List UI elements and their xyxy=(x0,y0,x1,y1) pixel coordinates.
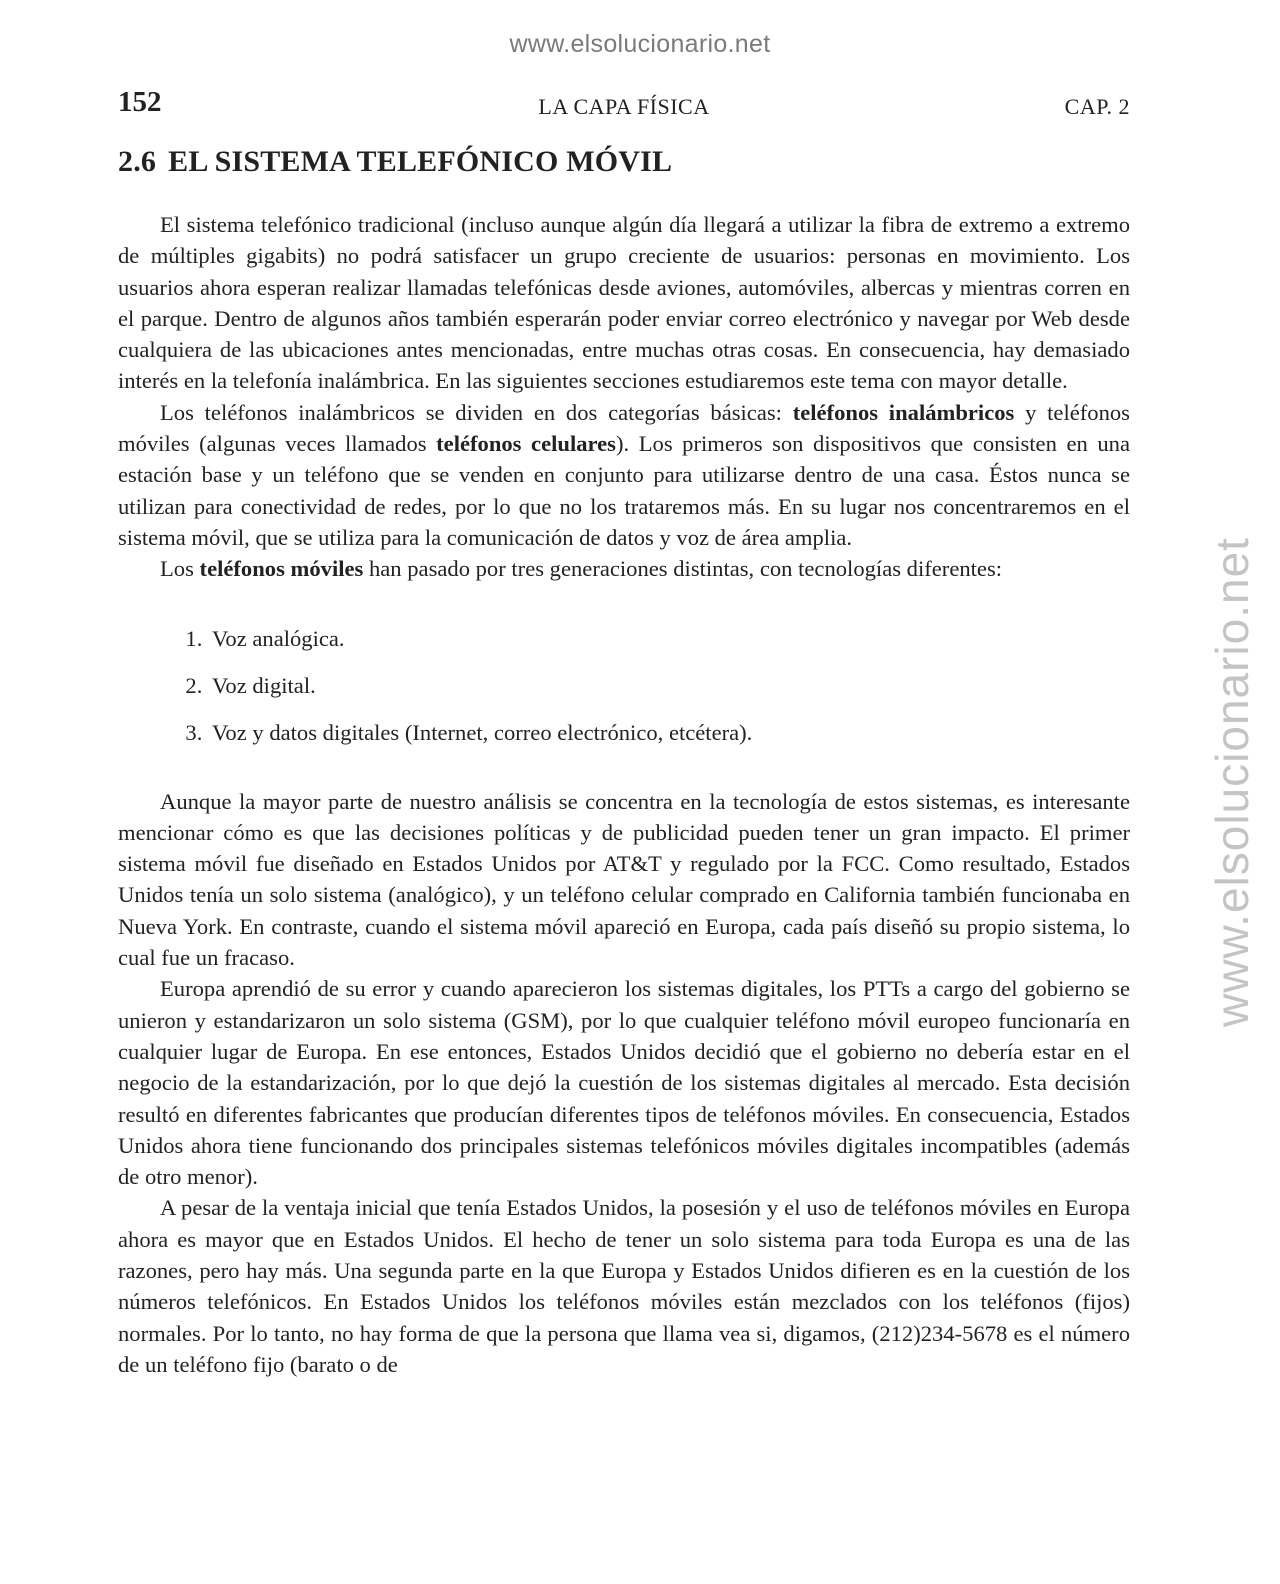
paragraph-intro: El sistema telefónico tradicional (incluso aunque algún día llegará a utilizar la fibra de extremo a extremo de múltiples gigabits) no podrá satisfacer un grupo creciente de usuarios: personas en movimiento. Los usuarios ahora esperan realizar llamadas telefónicas desde aviones, automóviles, albercas y mientras corren en el parque. Dentro de algunos años también esperarán poder enviar correo electrónico y navegar por Web desde cualquiera de las ubicaciones antes mencionadas, entre muchas otras cosas. En consecuencia, hay demasiado interés en la telefonía inalámbrica. En las siguientes secciones estudiaremos este tema con mayor detalle. xyxy=(118,212,1130,394)
term-cellular-phones: teléfonos celulares xyxy=(436,431,616,457)
chapter-ref: CAP. 2 xyxy=(1064,94,1130,119)
list-item: 3. Voz y datos digitales (Internet, correo electrónico, etcétera). xyxy=(208,709,1130,756)
page-number: 152 xyxy=(118,86,162,118)
text-run: y teléfonos móviles (algunas veces llamados xyxy=(118,399,1130,457)
section-number: 2.6 xyxy=(118,145,157,178)
watermark-top: www.elsolucionario.net xyxy=(509,30,771,58)
term-mobile-phones: teléfonos móviles xyxy=(199,556,364,582)
generations-list xyxy=(118,615,1130,756)
watermark-side: www.elsolucionario.net xyxy=(1206,537,1258,1027)
text-run: Los teléfonos inalámbricos se dividen en dos categorías básicas: xyxy=(160,399,793,425)
paragraph-europe-gsm: Europa aprendió de su error y cuando aparecieron los sistemas digitales, los PTTs a cargo del gobierno se unieron y estandarizaron un solo sistema (GSM), por lo que cualquier teléfono móvil europeo funcionaría en cualquier lugar de Europa. En ese entonces, Estados Unidos decidió que el gobierno no debería estar en el negocio de la estandarización, por lo que dejó la cuestión de los sistemas digitales al mercado. Esta decisión resultó en diferentes fabricantes que producían diferentes tipos de teléfonos móviles. En consecuencia, Estados Unidos ahora tiene funcionando dos principales sistemas telefónicos móviles digitales incompatibles (además de otro menor). xyxy=(118,976,1130,1190)
paragraph-categories xyxy=(118,397,1130,553)
paragraph-generations-intro xyxy=(118,553,1130,584)
text-run: ). Los primeros son dispositivos que consisten en una estación base y un teléfono que se venden en conjunto para utilizarse dentro de una casa. Éstos nunca se utilizan para conectividad de redes, por lo que no los trataremos más. En su lugar nos concentraremos en el sistema móvil, que se utiliza para la comunicación de datos y voz de área amplia. xyxy=(118,431,1130,550)
chapter-title: LA CAPA FÍSICA xyxy=(538,94,710,119)
list-item: 1. Voz analógica. xyxy=(208,615,1130,662)
text-run: Los xyxy=(160,556,200,582)
list-item: 2. Voz digital. xyxy=(208,662,1130,709)
term-cordless-phones: teléfonos inalámbricos xyxy=(792,399,1015,425)
paragraph-politics: Aunque la mayor parte de nuestro análisis se concentra en la tecnología de estos sistemas, es interesante mencionar cómo es que las decisiones políticas y de publicidad pueden tener un gran impacto. El primer sistema móvil fue diseñado en Estados Unidos por AT&T y regulado por la FCC. Como resultado, Estados Unidos tenía un solo sistema (analógico), y un teléfono celular comprado en California también funcionaba en Nueva York. En contraste, cuando el sistema móvil apareció en Europa, cada país diseñó su propio sistema, lo cual fue un fracaso. xyxy=(118,788,1130,971)
text-run: han pasado por tres generaciones distintas, con tecnologías diferentes: xyxy=(363,556,1003,582)
section-heading xyxy=(118,145,1130,179)
page-body xyxy=(118,145,1130,1380)
running-head xyxy=(118,86,1130,126)
paragraph-numbers: A pesar de la ventaja inicial que tenía Estados Unidos, la posesión y el uso de teléfonos móviles en Europa ahora es mayor que en Estados Unidos. El hecho de tener un solo sistema para toda Europa es una de las razones, pero hay más. Una segunda parte en la que Europa y Estados Unidos difieren es en la cuestión de los números telefónicos. En Estados Unidos los teléfonos móviles están mezclados con los teléfonos (fijos) normales. Por lo tanto, no hay forma de que la persona que llama vea si, digamos, (212)234-5678 es el número de un teléfono fijo (barato o de xyxy=(118,1195,1130,1377)
section-title: EL SISTEMA TELEFÓNICO MÓVIL xyxy=(168,145,673,178)
